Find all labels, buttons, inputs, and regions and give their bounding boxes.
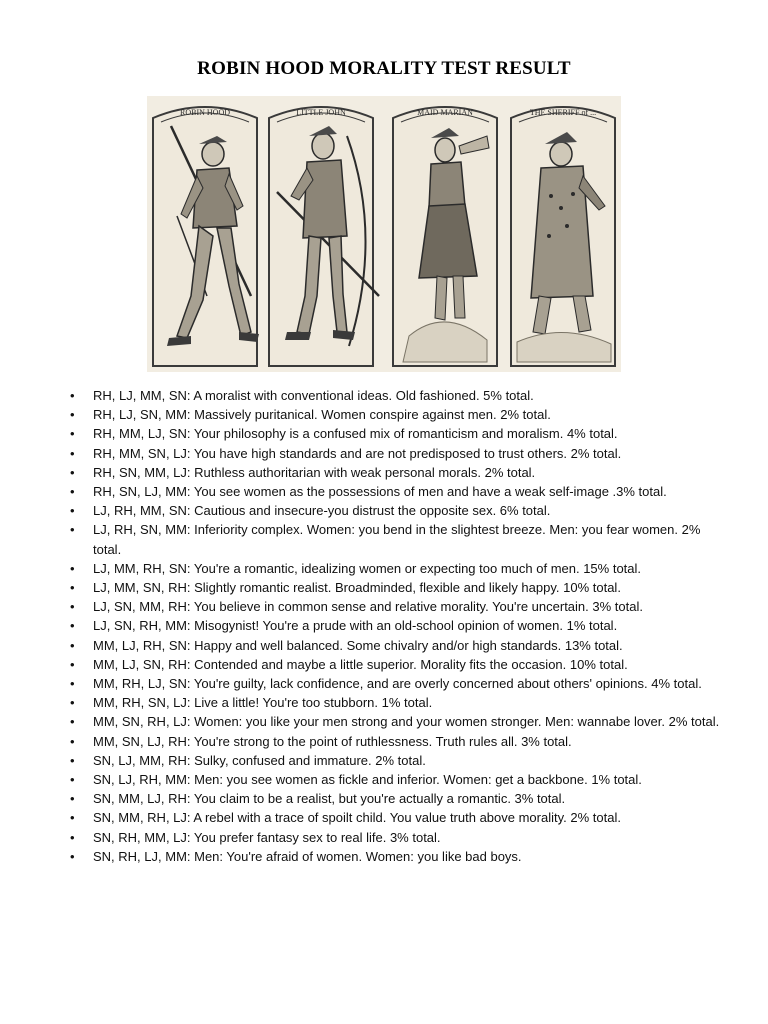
result-list-item bbox=[0, 482, 768, 501]
result-list-item bbox=[0, 559, 768, 578]
result-list-item bbox=[0, 712, 768, 731]
result-list-item bbox=[0, 463, 768, 482]
result-text: MM, SN, RH, LJ: Women: you like your men strong and your women stronger. Men: wannabe lover. 2% total. bbox=[93, 714, 720, 730]
result-text: RH, SN, LJ, MM: You see women as the possessions of men and have a weak self-image .3% total. bbox=[93, 484, 667, 500]
result-text: LJ, MM, RH, SN: You're a romantic, idealizing women or expecting too much of men. 15% total. bbox=[93, 560, 642, 576]
result-list-item bbox=[0, 616, 768, 635]
bullet-icon: • bbox=[70, 618, 75, 634]
result-list-item bbox=[0, 808, 768, 827]
result-text: RH, MM, SN, LJ: You have high standards and are not predisposed to trust others. 2% total. bbox=[93, 445, 622, 461]
result-list-item bbox=[0, 386, 768, 405]
result-list-item bbox=[0, 732, 768, 751]
result-list-item bbox=[0, 424, 768, 443]
bullet-icon: • bbox=[70, 522, 75, 538]
bullet-icon: • bbox=[70, 848, 75, 864]
result-text: SN, RH, LJ, MM: Men: You're afraid of women. Women: you like bad boys. bbox=[93, 848, 522, 864]
result-list-item bbox=[0, 444, 768, 463]
bullet-icon: • bbox=[70, 560, 75, 576]
results-list bbox=[0, 386, 768, 866]
bullet-icon: • bbox=[70, 656, 75, 672]
bullet-icon: • bbox=[70, 580, 75, 596]
result-text: LJ, MM, SN, RH: Slightly romantic realist. Broadminded, flexible and likely happy. 10% total. bbox=[93, 580, 621, 596]
result-list-item bbox=[0, 405, 768, 424]
result-text: MM, LJ, RH, SN: Happy and well balanced. Some chivalry and/or high standards. 13% total. bbox=[93, 637, 623, 653]
result-list-item bbox=[0, 751, 768, 770]
bullet-icon: • bbox=[70, 733, 75, 749]
bullet-icon: • bbox=[70, 503, 75, 519]
result-list-item bbox=[0, 578, 768, 597]
bullet-icon: • bbox=[70, 695, 75, 711]
robin-hood-characters-illustration bbox=[147, 96, 621, 372]
bullet-icon: • bbox=[70, 599, 75, 615]
bullet-icon: • bbox=[70, 426, 75, 442]
result-list-item bbox=[0, 847, 768, 866]
panel-label-robin-hood: ROBIN HOOD bbox=[180, 108, 230, 117]
result-text: MM, LJ, SN, RH: Contended and maybe a little superior. Morality fits the occasion. 10% total. bbox=[93, 656, 628, 672]
bullet-icon: • bbox=[70, 829, 75, 845]
bullet-icon: • bbox=[70, 676, 75, 692]
result-text: LJ, RH, MM, SN: Cautious and insecure-you distrust the opposite sex. 6% total. bbox=[93, 503, 551, 519]
result-text: SN, RH, MM, LJ: You prefer fantasy sex to real life. 3% total. bbox=[93, 829, 441, 845]
result-text: RH, MM, LJ, SN: Your philosophy is a confused mix of romanticism and moralism. 4% total. bbox=[93, 426, 618, 442]
illustration-svg bbox=[147, 96, 621, 372]
bullet-icon: • bbox=[70, 752, 75, 768]
panel-label-maid-marian: MAID MARIAN bbox=[417, 108, 473, 117]
panel-little-john bbox=[269, 107, 379, 366]
result-text: MM, SN, LJ, RH: You're strong to the point of ruthlessness. Truth rules all. 3% total. bbox=[93, 733, 572, 749]
result-list-item bbox=[0, 597, 768, 616]
result-list-item bbox=[0, 520, 768, 558]
bullet-icon: • bbox=[70, 772, 75, 788]
result-text: LJ, SN, MM, RH: You believe in common sense and relative morality. You're uncertain. 3% total. bbox=[93, 599, 643, 615]
bullet-icon: • bbox=[70, 714, 75, 730]
bullet-icon: • bbox=[70, 810, 75, 826]
result-text: MM, RH, SN, LJ: Live a little! You're too stubborn. 1% total. bbox=[93, 695, 433, 711]
bullet-icon: • bbox=[70, 484, 75, 500]
panel-maid-marian bbox=[393, 107, 497, 366]
panel-label-little-john: LITTLE JOHN bbox=[296, 108, 346, 117]
result-text: RH, LJ, SN, MM: Massively puritanical. Women conspire against men. 2% total. bbox=[93, 407, 551, 423]
bullet-icon: • bbox=[70, 464, 75, 480]
bullet-icon: • bbox=[70, 388, 75, 403]
result-list-item bbox=[0, 828, 768, 847]
panel-label-sheriff: THE SHERIFF of ... bbox=[529, 108, 597, 117]
bullet-icon: • bbox=[70, 637, 75, 653]
result-text: MM, RH, LJ, SN: You're guilty, lack confidence, and are overly concerned about others' opinions. 4% total. bbox=[93, 676, 702, 692]
result-list-item bbox=[0, 693, 768, 712]
result-text: SN, LJ, RH, MM: Men: you see women as fickle and inferior. Women: get a backbone. 1% total. bbox=[93, 772, 642, 788]
bullet-icon: • bbox=[70, 407, 75, 423]
bullet-icon: • bbox=[70, 445, 75, 461]
result-text: SN, MM, RH, LJ: A rebel with a trace of spoilt child. You value truth above morality. 2% total. bbox=[93, 810, 621, 826]
result-list-item bbox=[0, 655, 768, 674]
bullet-icon: • bbox=[70, 791, 75, 807]
result-list-item bbox=[0, 674, 768, 693]
result-text: LJ, RH, SN, MM: Inferiority complex. Women: you bend in the slightest breeze. Men: you fear women. 2% total. bbox=[93, 522, 701, 557]
result-text: SN, LJ, MM, RH: Sulky, confused and immature. 2% total. bbox=[93, 752, 426, 768]
panel-sheriff bbox=[511, 107, 615, 366]
result-list-item bbox=[0, 789, 768, 808]
panel-robin-hood bbox=[153, 107, 259, 366]
result-list-item bbox=[0, 636, 768, 655]
result-list-item bbox=[0, 770, 768, 789]
result-text: LJ, SN, RH, MM: Misogynist! You're a prude with an old-school opinion of women. 1% total. bbox=[93, 618, 618, 634]
page-title: ROBIN HOOD MORALITY TEST RESULT bbox=[197, 58, 571, 79]
result-text: RH, LJ, MM, SN: A moralist with conventional ideas. Old fashioned. 5% total. bbox=[93, 388, 534, 403]
result-text: SN, MM, LJ, RH: You claim to be a realist, but you're actually a romantic. 3% total. bbox=[93, 791, 566, 807]
result-list-item bbox=[0, 501, 768, 520]
result-text: RH, SN, MM, LJ: Ruthless authoritarian with weak personal morals. 2% total. bbox=[93, 464, 536, 480]
